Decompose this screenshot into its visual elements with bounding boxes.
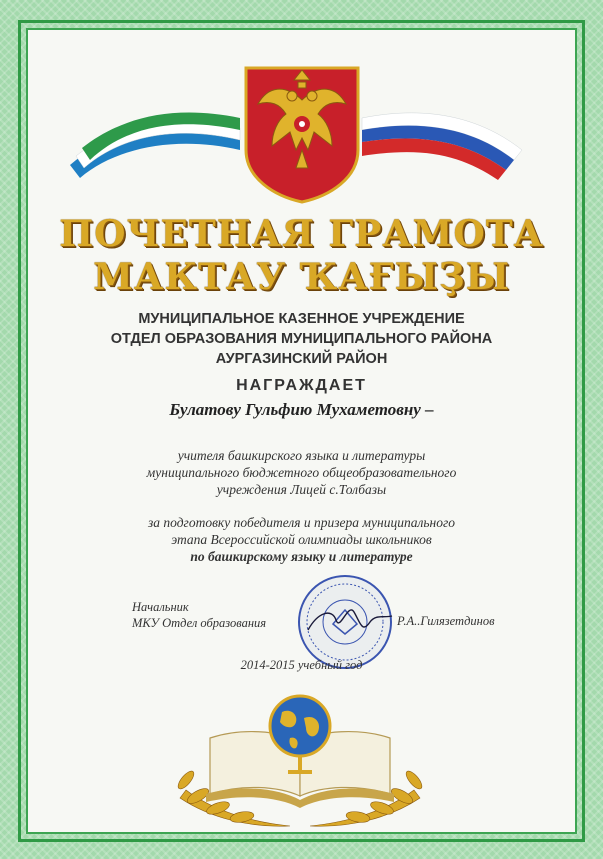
organization-line-3: АУРГАЗИНСКИЙ РАЙОН xyxy=(215,351,388,367)
official-seal-icon xyxy=(288,572,402,672)
reason-line-2: этапа Всероссийской олимпиады школьников xyxy=(171,532,432,547)
signer-title-line-1: Начальник xyxy=(132,600,189,614)
open-book-globe-icon xyxy=(150,678,450,838)
academic-year: 2014-2015 учебный год xyxy=(240,658,363,672)
position-line-1: учителя башкирского языка и литературы xyxy=(177,448,426,463)
position-line-3: учреждения Лицей с.Толбазы xyxy=(216,482,387,497)
flag-ribbon-left-icon xyxy=(70,113,240,178)
recipient-name: Булатову Гульфию Мухаметовну – xyxy=(169,400,434,419)
signer-name: Р.А..Гилязетдинов xyxy=(397,614,495,628)
certificate-title-russian: ПОЧЕТНАЯ ГРАМОТА xyxy=(59,213,544,255)
organization-line-2: ОТДЕЛ ОБРАЗОВАНИЯ МУНИЦИПАЛЬНОГО РАЙОНА xyxy=(110,331,493,347)
organization-line-1: МУНИЦИПАЛЬНОЕ КАЗЕННОЕ УЧРЕЖДЕНИЕ xyxy=(138,311,465,327)
reason-line-1: за подготовку победителя и призера муниципального xyxy=(148,515,455,530)
position-line-2: муниципального бюджетного общеобразовательного xyxy=(146,465,457,480)
signer-title-line-2: МКУ Отдел образования xyxy=(132,616,267,630)
flag-ribbon-right-icon xyxy=(362,113,522,180)
certificate-title-bashkir: МАКТАУ ҠАҒЫҘЫ xyxy=(93,256,510,298)
signer-title xyxy=(132,599,266,631)
awards-heading: НАГРАЖДАЕТ xyxy=(236,377,367,394)
coat-of-arms-emblem-icon xyxy=(0,0,603,210)
reason-line-3: по башкирскому языку и литературе xyxy=(190,549,413,564)
